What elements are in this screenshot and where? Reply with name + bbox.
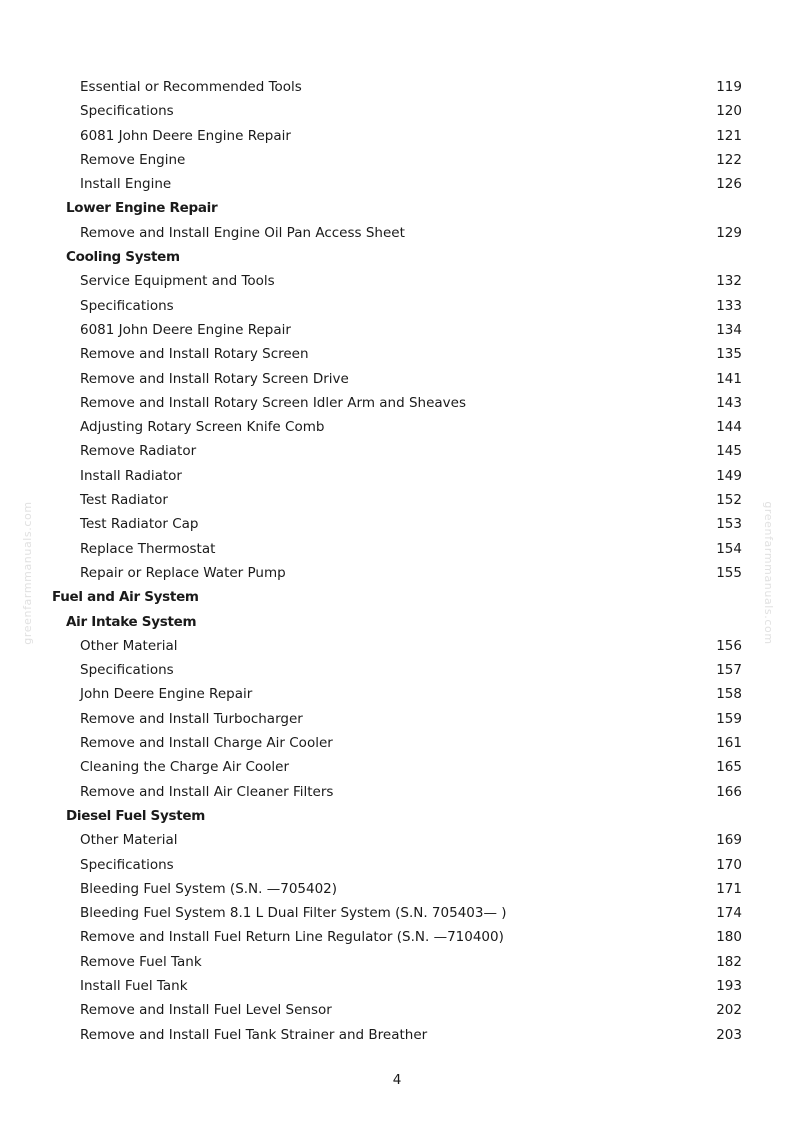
toc-entry-title: Remove and Install Air Cleaner Filters — [80, 783, 334, 800]
toc-entry[interactable] — [0, 974, 794, 998]
toc-entry-page-number: 120 — [716, 103, 742, 120]
toc-entry-page-number: 126 — [716, 176, 742, 193]
toc-entry[interactable] — [0, 99, 794, 123]
toc-entry-title: Specifications — [80, 103, 174, 120]
toc-entry-page-number: 165 — [716, 759, 742, 776]
toc-entry-title: Remove Fuel Tank — [80, 953, 202, 970]
toc-entry-page-number: 135 — [716, 346, 742, 363]
toc-entry[interactable] — [0, 828, 794, 852]
toc-entry[interactable] — [0, 488, 794, 512]
toc-entry[interactable] — [0, 950, 794, 974]
toc-entry-page-number: 145 — [716, 443, 742, 460]
toc-entry-title: John Deere Engine Repair — [80, 686, 253, 703]
toc-entry[interactable] — [0, 755, 794, 779]
watermark-right: greenfarmmanuals.com — [762, 501, 775, 645]
toc-entry-page-number: 149 — [716, 467, 742, 484]
watermark-left: greenfarmmanuals.com — [21, 501, 34, 645]
toc-entry-title: Service Equipment and Tools — [80, 273, 275, 290]
toc-entry-title: 6081 John Deere Engine Repair — [80, 127, 291, 144]
toc-entry-title: Remove and Install Engine Oil Pan Access Sheet — [80, 224, 405, 241]
toc-entry-page-number: 203 — [716, 1026, 742, 1043]
toc-entry-title: Remove and Install Charge Air Cooler — [80, 735, 333, 752]
toc-entry-title: Remove Radiator — [80, 443, 197, 460]
toc-entry-page-number: 155 — [716, 564, 742, 581]
toc-entry-page-number: 169 — [716, 832, 742, 849]
toc-entry[interactable] — [0, 391, 794, 415]
toc-entry-page-number: 122 — [716, 151, 742, 168]
toc-entry-title: Air Intake System — [66, 613, 197, 630]
toc-entry-title: Bleeding Fuel System 8.1 L Dual Filter System (S.N. 705403— ) — [80, 905, 507, 922]
toc-entry[interactable] — [0, 512, 794, 536]
toc-entry[interactable] — [0, 682, 794, 706]
toc-entry-page-number: 174 — [716, 905, 742, 922]
toc-entry-title: Remove and Install Rotary Screen Idler Arm and Sheaves — [80, 394, 466, 411]
toc-entry[interactable] — [0, 148, 794, 172]
toc-section-heading[interactable] — [0, 585, 794, 609]
toc-entry-title: Test Radiator — [80, 492, 168, 509]
toc-entry-page-number: 121 — [716, 127, 742, 144]
toc-entry-page-number: 157 — [716, 662, 742, 679]
toc-entry-title: Remove Engine — [80, 151, 186, 168]
toc-entry-title: Diesel Fuel System — [66, 807, 205, 824]
toc-entry[interactable] — [0, 464, 794, 488]
toc-entry-title: Remove and Install Rotary Screen — [80, 346, 309, 363]
toc-entry-page-number: 154 — [716, 540, 742, 557]
toc-entry-page-number: 158 — [716, 686, 742, 703]
toc-entry-title: Repair or Replace Water Pump — [80, 564, 286, 581]
toc-entry[interactable] — [0, 561, 794, 585]
page-number: 4 — [392, 1072, 402, 1088]
toc-entry-title: Other Material — [80, 832, 178, 849]
toc-entry[interactable] — [0, 731, 794, 755]
toc-entry-title: Essential or Recommended Tools — [80, 79, 302, 95]
toc-section-heading[interactable] — [0, 610, 794, 634]
toc-entry-title: Specifications — [80, 297, 174, 314]
toc-section-heading[interactable] — [0, 245, 794, 269]
toc-entry-page-number: 166 — [716, 783, 742, 800]
toc-entry-title: Install Fuel Tank — [80, 977, 188, 994]
toc-entry-title: Adjusting Rotary Screen Knife Comb — [80, 419, 325, 436]
toc-section-heading[interactable] — [0, 196, 794, 220]
toc-entry-page-number: 202 — [716, 1002, 742, 1019]
toc-entry[interactable] — [0, 901, 794, 925]
toc-entry-page-number: 129 — [716, 224, 742, 241]
toc-entry-page-number: 180 — [716, 929, 742, 946]
toc-entry[interactable] — [0, 853, 794, 877]
toc-entry[interactable] — [0, 294, 794, 318]
toc-entry-page-number: 159 — [716, 710, 742, 727]
toc-entry-title: Remove and Install Fuel Return Line Regulator (S.N. —710400) — [80, 929, 504, 946]
toc-entry-title: Remove and Install Turbocharger — [80, 710, 303, 727]
toc-entry-page-number: 132 — [716, 273, 742, 290]
toc-entry[interactable] — [0, 537, 794, 561]
toc-entry-title: Bleeding Fuel System (S.N. —705402) — [80, 880, 338, 897]
toc-entry-page-number: 156 — [716, 637, 742, 654]
toc-entry[interactable] — [0, 634, 794, 658]
toc-entry[interactable] — [0, 367, 794, 391]
toc-entry-page-number: 152 — [716, 492, 742, 509]
toc-entry-title: Test Radiator Cap — [80, 516, 199, 533]
toc-entry-title: Fuel and Air System — [52, 589, 199, 606]
toc-entry[interactable] — [0, 1023, 794, 1047]
table-of-contents — [0, 75, 794, 1047]
toc-entry[interactable] — [0, 221, 794, 245]
toc-entry[interactable] — [0, 124, 794, 148]
toc-entry-page-number: 161 — [716, 735, 742, 752]
toc-entry-page-number: 182 — [716, 953, 742, 970]
toc-entry-title: Remove and Install Fuel Tank Strainer and Breather — [80, 1026, 428, 1043]
toc-entry-title: Install Radiator — [80, 467, 182, 484]
toc-entry[interactable] — [0, 415, 794, 439]
toc-entry-page-number: 144 — [716, 419, 742, 436]
toc-entry-title: 6081 John Deere Engine Repair — [80, 321, 291, 338]
toc-entry-title: Remove and Install Rotary Screen Drive — [80, 370, 349, 387]
toc-entry[interactable] — [0, 75, 794, 99]
toc-entry[interactable] — [0, 172, 794, 196]
toc-entry-page-number: 143 — [716, 394, 742, 411]
toc-entry-title: Specifications — [80, 856, 174, 873]
toc-entry-title: Remove and Install Fuel Level Sensor — [80, 1002, 332, 1019]
toc-entry-page-number: 133 — [716, 297, 742, 314]
toc-entry-title: Cooling System — [66, 249, 180, 266]
toc-entry-page-number: 153 — [716, 516, 742, 533]
toc-entry-title: Lower Engine Repair — [66, 200, 218, 217]
toc-entry[interactable] — [0, 658, 794, 682]
toc-entry[interactable] — [0, 269, 794, 293]
toc-entry-title: Specifications — [80, 662, 174, 679]
toc-entry[interactable] — [0, 318, 794, 342]
toc-entry[interactable] — [0, 780, 794, 804]
toc-entry-title: Replace Thermostat — [80, 540, 216, 557]
toc-entry[interactable] — [0, 707, 794, 731]
toc-entry[interactable] — [0, 877, 794, 901]
toc-entry-title: Other Material — [80, 637, 178, 654]
toc-entry-title: Cleaning the Charge Air Cooler — [80, 759, 290, 776]
toc-section-heading[interactable] — [0, 804, 794, 828]
toc-entry-page-number: 119 — [716, 79, 742, 95]
toc-entry-page-number: 134 — [716, 321, 742, 338]
toc-entry[interactable] — [0, 439, 794, 463]
toc-entry-page-number: 170 — [716, 856, 742, 873]
toc-entry-page-number: 193 — [716, 977, 742, 994]
toc-entry-title: Install Engine — [80, 176, 172, 193]
toc-entry-page-number: 141 — [716, 370, 742, 387]
toc-entry-page-number: 171 — [716, 880, 742, 897]
toc-entry[interactable] — [0, 342, 794, 366]
toc-entry[interactable] — [0, 925, 794, 949]
toc-entry[interactable] — [0, 998, 794, 1022]
